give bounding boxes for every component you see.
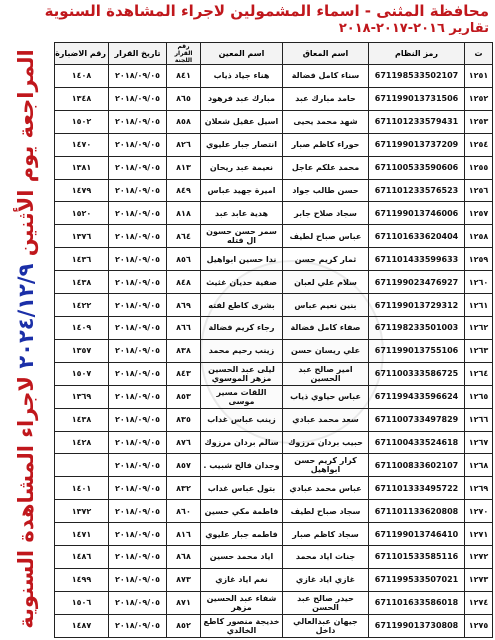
cell-decision-no: ٨٥٧ bbox=[167, 454, 201, 477]
cell-helper: سمر حسن حسون ال فتله bbox=[201, 225, 283, 248]
cell-decision-no: ٨٥٨ bbox=[167, 110, 201, 133]
table-row bbox=[55, 454, 493, 477]
table-row bbox=[55, 248, 493, 271]
cell-decision-date: ٢٠١٨/٠٩/٠٥ bbox=[109, 316, 167, 339]
cell-name: جنات اياد محمد bbox=[283, 546, 369, 569]
cell-seq: ١٢٧٥ bbox=[465, 614, 493, 637]
cell-helper: بتول عباس غداب bbox=[201, 477, 283, 500]
cell-helper: صفية حديان غثيث bbox=[201, 271, 283, 294]
cell-decision-no: ٨٤٩ bbox=[167, 179, 201, 202]
cell-decision-no: ٨٣٨ bbox=[167, 339, 201, 362]
cell-decision-date: ٢٠١٨/٠٩/٠٥ bbox=[109, 87, 167, 110]
table-row bbox=[55, 225, 493, 248]
cell-name: سجاد كاظم صبار bbox=[283, 523, 369, 546]
col-header-seq: ت bbox=[465, 43, 493, 65]
cell-code: 671100533590606 bbox=[369, 156, 465, 179]
cell-name: سجاد صباح لطيف bbox=[283, 500, 369, 523]
cell-helper: نعيمة عبد ريحان bbox=[201, 156, 283, 179]
cell-decision-no: ٨٦٤ bbox=[167, 225, 201, 248]
cell-file-no: ١٤٧١ bbox=[55, 523, 109, 546]
table-header-row bbox=[55, 43, 493, 65]
cell-seq: ١٢٧٤ bbox=[465, 591, 493, 614]
cell-decision-date: ٢٠١٨/٠٩/٠٥ bbox=[109, 294, 167, 317]
cell-code: 671101633620404 bbox=[369, 225, 465, 248]
cell-name: عباس حياوي ذياب bbox=[283, 385, 369, 408]
cell-seq: ١٢٧٠ bbox=[465, 500, 493, 523]
table-row bbox=[55, 385, 493, 408]
cell-decision-no: ٨٧١ bbox=[167, 591, 201, 614]
cell-decision-no: ٨٧٣ bbox=[167, 568, 201, 591]
cell-file-no: ١٤٣٦ bbox=[55, 248, 109, 271]
col-header-name: اسم المعاق bbox=[283, 43, 369, 65]
cell-helper: هناء جياد ذياب bbox=[201, 65, 283, 88]
names-table bbox=[54, 42, 493, 638]
cell-file-no: ١٥٠٦ bbox=[55, 591, 109, 614]
cell-decision-no: ٨١٣ bbox=[167, 156, 201, 179]
cell-file-no: ١٤٣٨ bbox=[55, 408, 109, 431]
cell-decision-no: ٨٢٦ bbox=[167, 133, 201, 156]
cell-code: 671101133620808 bbox=[369, 500, 465, 523]
cell-name: عباس صباح لطيف bbox=[283, 225, 369, 248]
cell-decision-date: ٢٠١٨/٠٩/٠٥ bbox=[109, 65, 167, 88]
cell-helper: سالم بردان مرزوك bbox=[201, 431, 283, 454]
cell-seq: ١٢٦٦ bbox=[465, 408, 493, 431]
cell-helper: مبارك عبد فرهود bbox=[201, 87, 283, 110]
cell-file-no: ١٤٠١ bbox=[55, 477, 109, 500]
cell-name: سناء كامل فضالة bbox=[283, 65, 369, 88]
cell-decision-date: ٢٠١٨/٠٩/٠٥ bbox=[109, 133, 167, 156]
cell-decision-no: ٨٣٢ bbox=[167, 477, 201, 500]
cell-name: جيهان عبدالعالي داخل bbox=[283, 614, 369, 637]
cell-code: 671199433596624 bbox=[369, 385, 465, 408]
cell-decision-no: ٨٤٨ bbox=[167, 271, 201, 294]
table-row bbox=[55, 133, 493, 156]
cell-name: حيدر صالح عبد الحسن bbox=[283, 591, 369, 614]
cell-seq: ١٢٥٢ bbox=[465, 87, 493, 110]
cell-name: امير صالح عبد الحسين bbox=[283, 362, 369, 385]
cell-code: 671199533507021 bbox=[369, 568, 465, 591]
cell-helper: وجدان فالح شبيب . bbox=[201, 454, 283, 477]
cell-decision-no: ٨٥٢ bbox=[167, 614, 201, 637]
cell-name: علي ريسان حسن bbox=[283, 339, 369, 362]
cell-decision-date: ٢٠١٨/٠٩/٠٥ bbox=[109, 225, 167, 248]
cell-decision-no: ٨٦٦ bbox=[167, 316, 201, 339]
cell-name: كرار كريم حسن ابواهيل bbox=[283, 454, 369, 477]
table-row bbox=[55, 408, 493, 431]
page-title bbox=[0, 2, 495, 38]
table-row bbox=[55, 614, 493, 637]
cell-code: 671101233576523 bbox=[369, 179, 465, 202]
cell-helper: هدية عابد عبد bbox=[201, 202, 283, 225]
cell-code: 671198533502107 bbox=[369, 65, 465, 88]
table-row bbox=[55, 523, 493, 546]
names-table-container bbox=[54, 42, 492, 638]
table-row bbox=[55, 546, 493, 569]
cell-helper: انتصار جبار عليوي bbox=[201, 133, 283, 156]
col-header-decision-no: رقم القرار اللجنة bbox=[167, 43, 201, 65]
cell-code: 671199013737209 bbox=[369, 133, 465, 156]
table-row bbox=[55, 477, 493, 500]
cell-decision-no: ٨١٨ bbox=[167, 202, 201, 225]
table-row bbox=[55, 87, 493, 110]
cell-decision-no: ٨٤١ bbox=[167, 65, 201, 88]
table-row bbox=[55, 156, 493, 179]
cell-seq: ١٢٥٦ bbox=[465, 179, 493, 202]
table-row bbox=[55, 339, 493, 362]
cell-seq: ١٢٥٥ bbox=[465, 156, 493, 179]
cell-decision-no: ٨٥٦ bbox=[167, 248, 201, 271]
cell-file-no: ١٤٧٩ bbox=[55, 179, 109, 202]
cell-code: 671101633586018 bbox=[369, 591, 465, 614]
cell-code: 671199013755106 bbox=[369, 339, 465, 362]
cell-name: شهد محمد يحيى bbox=[283, 110, 369, 133]
side-banner-text-a: المراجعة يوم الأثنين bbox=[14, 49, 38, 264]
cell-seq: ١٢٦٣ bbox=[465, 339, 493, 362]
cell-helper: خديجة منصور كاطع الخالدي bbox=[201, 614, 283, 637]
table-row bbox=[55, 294, 493, 317]
cell-decision-date: ٢٠١٨/٠٩/٠٥ bbox=[109, 248, 167, 271]
table-row bbox=[55, 202, 493, 225]
cell-decision-date: ٢٠١٨/٠٩/٠٥ bbox=[109, 546, 167, 569]
cell-helper: اياد محمد حسين bbox=[201, 546, 283, 569]
cell-file-no: ١٣٧٢ bbox=[55, 500, 109, 523]
col-header-decision-date: تاريخ القرار bbox=[109, 43, 167, 65]
cell-seq: ١٢٦٧ bbox=[465, 431, 493, 454]
cell-file-no: ١٥٢٠ bbox=[55, 202, 109, 225]
table-row bbox=[55, 271, 493, 294]
cell-seq: ١٢٦٨ bbox=[465, 454, 493, 477]
cell-helper: فاطمة مكي حسين bbox=[201, 500, 283, 523]
table-row bbox=[55, 500, 493, 523]
cell-code: 671100833602107 bbox=[369, 454, 465, 477]
cell-helper: بشرى كاطع لفته bbox=[201, 294, 283, 317]
cell-file-no: ١٤٨٦ bbox=[55, 546, 109, 569]
cell-helper: زينب رحيم محمد bbox=[201, 339, 283, 362]
cell-decision-no: ٨٦٨ bbox=[167, 546, 201, 569]
table-row bbox=[55, 362, 493, 385]
table-row bbox=[55, 316, 493, 339]
cell-name: عباس محمد عبادي bbox=[283, 477, 369, 500]
cell-decision-date: ٢٠١٨/٠٩/٠٥ bbox=[109, 271, 167, 294]
cell-code: 671199013731506 bbox=[369, 87, 465, 110]
cell-decision-date: ٢٠١٨/٠٩/٠٥ bbox=[109, 500, 167, 523]
cell-file-no: ١٤٩٩ bbox=[55, 568, 109, 591]
cell-file-no: ١٤٣٨ bbox=[55, 271, 109, 294]
cell-code: 671100733497829 bbox=[369, 408, 465, 431]
cell-file-no: ١٤٢٢ bbox=[55, 294, 109, 317]
side-banner bbox=[2, 40, 50, 638]
cell-decision-date: ٢٠١٨/٠٩/٠٥ bbox=[109, 385, 167, 408]
cell-helper: اميرة جهيد عباس bbox=[201, 179, 283, 202]
cell-seq: ١٢٧٣ bbox=[465, 568, 493, 591]
cell-file-no: ١٤٠٨ bbox=[55, 65, 109, 88]
cell-seq: ١٢٥٤ bbox=[465, 133, 493, 156]
cell-code: 671199013729312 bbox=[369, 294, 465, 317]
cell-seq: ١٢٥٣ bbox=[465, 110, 493, 133]
col-header-code: رمز النظام bbox=[369, 43, 465, 65]
cell-decision-date: ٢٠١٨/٠٩/٠٥ bbox=[109, 477, 167, 500]
cell-helper: نغم اياد غازي bbox=[201, 568, 283, 591]
cell-code: 671100333586725 bbox=[369, 362, 465, 385]
cell-seq: ١٢٦١ bbox=[465, 294, 493, 317]
cell-decision-no: ٨٦٥ bbox=[167, 87, 201, 110]
cell-seq: ١٢٦٢ bbox=[465, 316, 493, 339]
cell-decision-no: ٨٤٣ bbox=[167, 362, 201, 385]
cell-seq: ١٢٥٧ bbox=[465, 202, 493, 225]
cell-file-no bbox=[55, 454, 109, 477]
cell-decision-date: ٢٠١٨/٠٩/٠٥ bbox=[109, 202, 167, 225]
side-banner-text-c: لاجراء المشاهدة السنوية bbox=[14, 368, 38, 629]
cell-decision-date: ٢٠١٨/٠٩/٠٥ bbox=[109, 614, 167, 637]
cell-name: صفاء كامل فضالة bbox=[283, 316, 369, 339]
title-part1: محافظة المثنى - اسماء المشمولين لاجراء المشاهدة السنوية bbox=[44, 2, 489, 20]
cell-file-no: ١٤٧٠ bbox=[55, 133, 109, 156]
cell-code: 671101433599633 bbox=[369, 248, 465, 271]
cell-helper: زينب عباس غداب bbox=[201, 408, 283, 431]
cell-seq: ١٢٧١ bbox=[465, 523, 493, 546]
cell-name: حسن طالب جواد bbox=[283, 179, 369, 202]
cell-helper: اسيل عقيل شعلان bbox=[201, 110, 283, 133]
cell-file-no: ١٣٥٧ bbox=[55, 339, 109, 362]
cell-code: 671199013746006 bbox=[369, 202, 465, 225]
cell-name: سلام علي لعبان bbox=[283, 271, 369, 294]
cell-decision-no: ٨٦٩ bbox=[167, 294, 201, 317]
cell-decision-no: ٨٣٥ bbox=[167, 408, 201, 431]
cell-name: غازي اياد غازي bbox=[283, 568, 369, 591]
cell-file-no: ١٣٧٦ bbox=[55, 225, 109, 248]
cell-name: سعد محمد عبادي bbox=[283, 408, 369, 431]
col-header-file-no: رقم الاضبارة bbox=[55, 43, 109, 65]
cell-name: حبيب بردان مرزوك bbox=[283, 431, 369, 454]
cell-seq: ١٢٥٨ bbox=[465, 225, 493, 248]
cell-decision-date: ٢٠١٨/٠٩/٠٥ bbox=[109, 408, 167, 431]
table-row bbox=[55, 568, 493, 591]
cell-file-no: ١٣٤٨ bbox=[55, 87, 109, 110]
table-row bbox=[55, 110, 493, 133]
cell-helper: ليلى عبد الحسين مزهر الموسوي bbox=[201, 362, 283, 385]
cell-decision-date: ٢٠١٨/٠٩/٠٥ bbox=[109, 156, 167, 179]
cell-file-no: ١٥٠٢ bbox=[55, 110, 109, 133]
cell-code: 671101333495722 bbox=[369, 477, 465, 500]
cell-helper: اللقات مسير موسى bbox=[201, 385, 283, 408]
cell-file-no: ١٤٨٧ bbox=[55, 614, 109, 637]
cell-decision-date: ٢٠١٨/٠٩/٠٥ bbox=[109, 591, 167, 614]
cell-code: 671101533585116 bbox=[369, 546, 465, 569]
cell-code: 671199013730808 bbox=[369, 614, 465, 637]
cell-seq: ١٢٦٩ bbox=[465, 477, 493, 500]
cell-name: حامد مبارك عبد bbox=[283, 87, 369, 110]
cell-decision-date: ٢٠١٨/٠٩/٠٥ bbox=[109, 362, 167, 385]
cell-decision-no: ٨٧٦ bbox=[167, 431, 201, 454]
table-row bbox=[55, 431, 493, 454]
cell-file-no: ١٤٢٨ bbox=[55, 431, 109, 454]
side-banner-date: ٢٠٢٤/١٢/٩ bbox=[14, 263, 38, 369]
cell-seq: ١٢٥١ bbox=[465, 65, 493, 88]
cell-code: 671100433524618 bbox=[369, 431, 465, 454]
table-row bbox=[55, 591, 493, 614]
title-part2: تقارير ٢٠١٦-٢٠١٧-٢٠١٨ bbox=[338, 21, 489, 36]
cell-name: محمد علكم عاجل bbox=[283, 156, 369, 179]
cell-helper: رجاء كريم فضالة bbox=[201, 316, 283, 339]
cell-decision-date: ٢٠١٨/٠٩/٠٥ bbox=[109, 110, 167, 133]
cell-code: 671199023476927 bbox=[369, 271, 465, 294]
cell-decision-no: ٨٥٣ bbox=[167, 385, 201, 408]
cell-file-no: ١٤٠٩ bbox=[55, 316, 109, 339]
cell-decision-date: ٢٠١٨/٠٩/٠٥ bbox=[109, 339, 167, 362]
cell-helper: فاطمه جبار عليوي bbox=[201, 523, 283, 546]
cell-decision-date: ٢٠١٨/٠٩/٠٥ bbox=[109, 568, 167, 591]
cell-seq: ١٢٦٠ bbox=[465, 271, 493, 294]
table-row bbox=[55, 65, 493, 88]
cell-name: ثمار كريم حسن bbox=[283, 248, 369, 271]
cell-file-no: ١٣٨١ bbox=[55, 156, 109, 179]
cell-seq: ١٢٥٩ bbox=[465, 248, 493, 271]
cell-file-no: ١٣٦٩ bbox=[55, 385, 109, 408]
cell-decision-date: ٢٠١٨/٠٩/٠٥ bbox=[109, 454, 167, 477]
cell-name: بنين نعيم عباس bbox=[283, 294, 369, 317]
cell-decision-date: ٢٠١٨/٠٩/٠٥ bbox=[109, 431, 167, 454]
table-body bbox=[55, 65, 493, 638]
table-row bbox=[55, 179, 493, 202]
cell-name: سجاد صلاح جابر bbox=[283, 202, 369, 225]
cell-decision-no: ٨٦٠ bbox=[167, 500, 201, 523]
col-header-helper: اسم المعين bbox=[201, 43, 283, 65]
cell-helper: شفاء عبد الحسين مزهر bbox=[201, 591, 283, 614]
cell-seq: ١٢٦٥ bbox=[465, 385, 493, 408]
cell-decision-no: ٨١٦ bbox=[167, 523, 201, 546]
cell-file-no: ١٥٠٧ bbox=[55, 362, 109, 385]
cell-helper: ندا حسين ابواهيل bbox=[201, 248, 283, 271]
cell-code: 671198233501003 bbox=[369, 316, 465, 339]
cell-code: 671101233579431 bbox=[369, 110, 465, 133]
cell-seq: ١٢٧٢ bbox=[465, 546, 493, 569]
cell-name: حوراء كاظم صبار bbox=[283, 133, 369, 156]
cell-decision-date: ٢٠١٨/٠٩/٠٥ bbox=[109, 523, 167, 546]
cell-code: 671199013746410 bbox=[369, 523, 465, 546]
cell-seq: ١٢٦٤ bbox=[465, 362, 493, 385]
cell-decision-date: ٢٠١٨/٠٩/٠٥ bbox=[109, 179, 167, 202]
